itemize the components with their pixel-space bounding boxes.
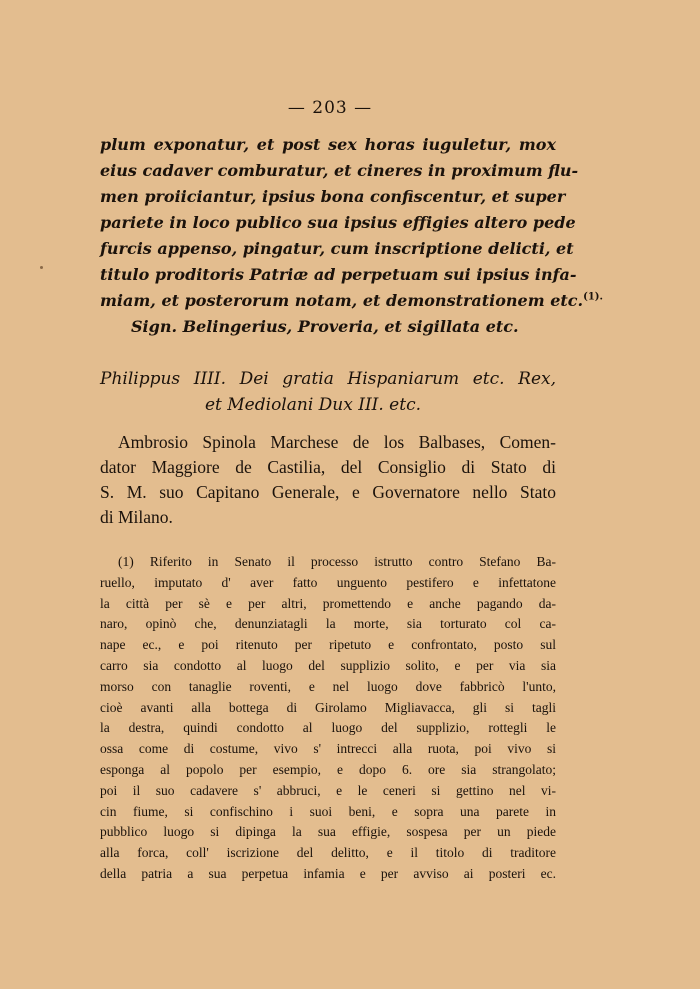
footnote-line: naro, opinò che, denunziatagli la morte, sia torturato col ca-: [100, 616, 556, 632]
footnote-line: la città per sè e per altri, promettendo e anche pagando da-: [100, 595, 556, 611]
heading-line: et Mediolani Dux III. etc.: [204, 395, 422, 415]
decree-line: di Milano.: [100, 507, 173, 527]
latin-sentence-text: [100, 132, 603, 340]
decree-heading: [100, 366, 556, 418]
footnote-line: la destra, quindi condotto al luogo del supplizio, rottegli le: [100, 720, 556, 736]
latin-line: eius cadaver comburatur, et cineres in proximum flu-: [100, 161, 579, 180]
margin-speck: [40, 266, 43, 269]
heading-line: Philippus IIII. Dei gratia Hispaniarum etc. Rex,: [100, 369, 556, 389]
footnote-line: morso con tanaglie roventi, e nel luogo dove fabbricò l'unto,: [100, 678, 556, 694]
footnote-line: ruello, imputato d' aver fatto unguento pestifero e infettatone: [100, 574, 556, 590]
page-number: — 203 —: [287, 98, 373, 118]
footnote-line: (1) Riferito in Senato il processo istrutto contro Stefano Ba-: [118, 554, 556, 569]
latin-line: furcis appenso, pingatur, cum inscriptione delicti, et: [100, 239, 574, 258]
decree-paragraph: [100, 430, 556, 530]
latin-line: plum exponatur, et post sex horas iuguletur, mox: [100, 135, 556, 154]
footnote-line: esponga al popolo per esempio, e dopo 6. ore sia strangolato;: [100, 761, 556, 777]
latin-line-text: miam, et posterorum notam, et demonstrationem etc.: [100, 291, 584, 310]
footnote-line: nape ec., e poi ritenuto per ripetuto e confrontato, posto sul: [100, 637, 556, 653]
latin-line: men proiiciantur, ipsius bona confiscentur, et super: [100, 187, 566, 206]
latin-line: titulo proditoris Patriæ ad perpetuam sui ipsius infa-: [100, 265, 577, 284]
latin-line: pariete in loco publico sua ipsius effigies altero pede: [100, 213, 576, 232]
footnote-line: poi il suo cadavere s' abbruci, e le ceneri si gettino nel vi-: [100, 782, 556, 798]
signature-line: Sign. Belingerius, Proveria, et sigillata etc.: [131, 317, 519, 336]
footnote-line: cin fiume, si confischino i suoi beni, e sopra una parete in: [100, 803, 556, 819]
footnote-line: alla forca, coll' iscrizione del delitto, e il titolo di traditore: [100, 845, 556, 861]
decree-line: Ambrosio Spinola Marchese de los Balbases, Comen-: [118, 432, 556, 452]
footnote-reference: (1).: [583, 291, 603, 303]
latin-line-with-note: [100, 288, 603, 314]
footnote-line: pubblico luogo si dipinga la sua effigie, sospesa per un piede: [100, 824, 556, 840]
decree-line: dator Maggiore de Castilia, del Consiglio di Stato di: [100, 457, 556, 477]
footnote: [100, 552, 556, 885]
footnote-line: ossa come di costume, vivo s' intrecci alla ruota, poi vivo si: [100, 741, 556, 757]
footnote-line: carro sia condotto al luogo del supplizio solito, e per via sia: [100, 657, 556, 673]
decree-line: S. M. suo Capitano Generale, e Governatore nello Stato: [100, 482, 556, 502]
footnote-line: della patria a sua perpetua infamia e per avviso ai posteri ec.: [100, 865, 556, 881]
footnote-line: cioè avanti alla bottega di Girolamo Migliavacca, gli si tagli: [100, 699, 556, 715]
